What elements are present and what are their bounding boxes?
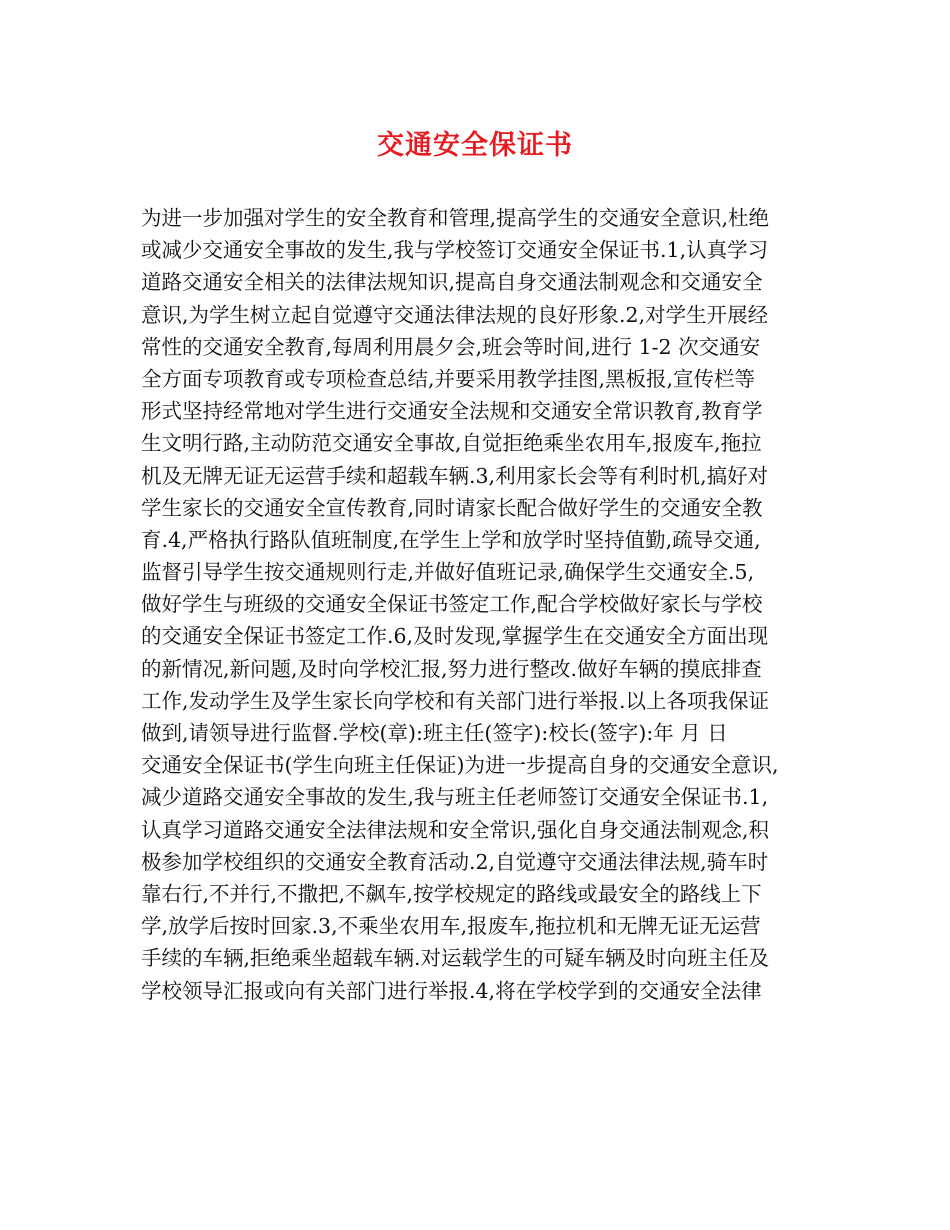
body-line: 意识,为学生树立起自觉遵守交通法律法规的良好形象.2,对学生开展经 [141, 302, 769, 327]
body-line: 生文明行路,主动防范交通安全事故,自觉拒绝乘坐农用车,报废车,拖拉 [141, 431, 762, 456]
document-title: 交通安全保证书 [377, 130, 573, 161]
body-line: 的交通安全保证书签定工作.6,及时发现,掌握学生在交通安全方面出现 [141, 624, 769, 649]
body-line: 极参加学校组织的交通安全教育活动.2,自觉遵守交通法律法规,骑车时 [141, 849, 769, 874]
body-line: 手续的车辆,拒绝乘坐超载车辆.对运载学生的可疑车辆及时向班主任及 [141, 946, 770, 971]
body-line: 做到,请领导进行监督.学校(章):班主任(签字):校长(签字):年 月 日 [141, 721, 728, 745]
body-line: 为进一步加强对学生的安全教育和管理,提高学生的交通安全意识,杜绝 [141, 206, 770, 230]
body-line: 道路交通安全相关的法律法规知识,提高自身交通法制观念和交通安全 [141, 270, 763, 295]
body-line: 认真学习道路交通安全法律法规和安全常识,强化自身交通法制观念,积 [141, 817, 770, 842]
body-line: 靠右行,不并行,不撒把,不飙车,按学校规定的路线或最安全的路线上下 [141, 881, 762, 906]
body-line: 形式坚持经常地对学生进行交通安全法规和交通安全常识教育,教育学 [141, 399, 763, 424]
body-line: 做好学生与班级的交通安全保证书签定工作,配合学校做好家长与学校 [141, 592, 763, 617]
body-line: 减少道路交通安全事故的发生,我与班主任老师签订交通安全保证书.1, [141, 785, 769, 810]
body-line: 学校领导汇报或向有关部门进行举报.4,将在学校学到的交通安全法律 [141, 978, 762, 1003]
body-line: 育.4,严格执行路队值班制度,在学生上学和放学时坚持值勤,疏导交通, [141, 527, 761, 552]
body-line: 或减少交通安全事故的发生,我与学校签订交通安全保证书.1,认真学习 [141, 238, 769, 263]
document-body [141, 202, 825, 1007]
body-line: 的新情况,新问题,及时向学校汇报,努力进行整改.做好车辆的摸底排查 [141, 656, 762, 681]
body-line: 监督引导学生按交通规则行走,并做好值班记录,确保学生交通安全.5, [141, 560, 755, 585]
body-line: 学,放学后按时回家.3,不乘坐农用车,报废车,拖拉机和无牌无证无运营 [141, 914, 761, 939]
body-line: 全方面专项教育或专项检查总结,并要采用教学挂图,黑板报,宣传栏等 [141, 366, 756, 391]
body-line: 常性的交通安全教育,每周利用晨夕会,班会等时间,进行 1-2 次交通安 [141, 334, 761, 359]
body-line: 机及无牌无证无运营手续和超载车辆.3,利用家长会等有利时机,搞好对 [141, 463, 769, 488]
body-line: 交通安全保证书(学生向班主任保证)为进一步提高自身的交通安全意识, [141, 753, 779, 778]
body-line: 学生家长的交通安全宣传教育,同时请家长配合做好学生的交通安全教 [141, 495, 763, 520]
body-line: 工作,发动学生及学生家长向学校和有关部门进行举报.以上各项我保证 [141, 688, 770, 713]
